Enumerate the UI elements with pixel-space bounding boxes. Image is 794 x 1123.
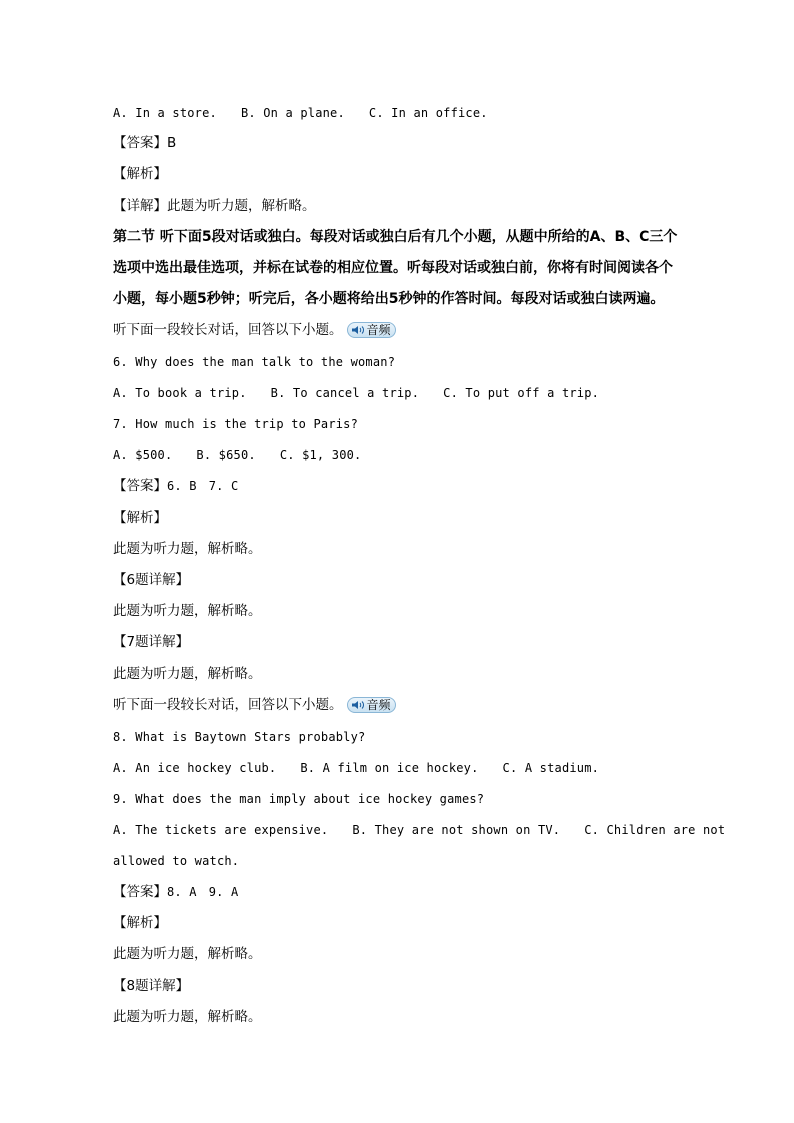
q7-option-c: C. $1, 300. bbox=[279, 448, 362, 462]
q6-option-c: C. To put off a trip. bbox=[443, 386, 600, 400]
q9-option-c: C. Children are not bbox=[584, 823, 726, 837]
q9-text: 9. What does the man imply about ice hockey games? bbox=[113, 792, 485, 806]
detail-8-text: 此题为听力题，解析略。 bbox=[113, 1009, 262, 1025]
q8-option-a: A. An ice hockey club. bbox=[113, 761, 277, 775]
q6-option-a: A. To book a trip. bbox=[113, 386, 247, 400]
q5-option-c: C. In an office. bbox=[368, 106, 488, 120]
detail-6-text: 此题为听力题，解析略。 bbox=[113, 603, 262, 619]
q9-option-a: A. The tickets are expensive. bbox=[113, 823, 329, 837]
section2-line-1: 第二节 听下面5段对话或独白。每段对话或独白后有几个小题，从题中所给的A、B、C三个 bbox=[113, 229, 678, 245]
speaker-icon bbox=[351, 700, 365, 710]
analysis-6-7-text: 此题为听力题，解析略。 bbox=[113, 541, 262, 557]
q7-option-a: A. $500. bbox=[113, 448, 173, 462]
q5-option-a: A. In a store. bbox=[113, 106, 217, 120]
q6-text: 6. Why does the man talk to the woman? bbox=[113, 355, 396, 369]
dialog2-intro: 听下面一段较长对话，回答以下小题。 bbox=[113, 697, 343, 713]
answer-8-9 bbox=[113, 884, 238, 900]
answer-9: 9. A bbox=[208, 885, 239, 899]
q7-option-b: B. $650. bbox=[196, 448, 256, 462]
analysis-8-9-text: 此题为听力题，解析略。 bbox=[113, 946, 262, 962]
detail-8-heading: 【8题详解】 bbox=[113, 978, 190, 994]
q7-text: 7. How much is the trip to Paris? bbox=[113, 417, 359, 431]
q7-options bbox=[113, 447, 361, 463]
q8-option-c: C. A stadium. bbox=[502, 761, 600, 775]
audio-label: 音频 bbox=[366, 323, 391, 337]
q9-options bbox=[113, 822, 725, 838]
q5-options bbox=[113, 105, 488, 121]
dialog1-intro: 听下面一段较长对话，回答以下小题。 bbox=[113, 322, 343, 338]
q5-analysis-heading: 【解析】 bbox=[113, 166, 167, 182]
q8-options bbox=[113, 760, 599, 776]
dialog2-intro-line bbox=[113, 697, 396, 713]
q5-option-b: B. On a plane. bbox=[240, 106, 345, 120]
audio-label: 音频 bbox=[366, 698, 391, 712]
analysis-6-7-heading: 【解析】 bbox=[113, 510, 167, 526]
audio-button-dialog2[interactable] bbox=[347, 697, 396, 713]
analysis-8-9-heading: 【解析】 bbox=[113, 915, 167, 931]
answer-7: 7. C bbox=[208, 479, 239, 493]
detail-7-heading: 【7题详解】 bbox=[113, 634, 190, 650]
dialog1-intro-line bbox=[113, 322, 396, 338]
answer-label: 【答案】 bbox=[113, 884, 167, 900]
section2-line-3: 小题，每小题5秒钟；听完后，各小题将给出5秒钟的作答时间。每段对话或独白读两遍。 bbox=[113, 291, 665, 307]
q9-option-b: B. They are not shown on TV. bbox=[352, 823, 561, 837]
q8-option-b: B. A film on ice hockey. bbox=[300, 761, 479, 775]
q6-option-b: B. To cancel a trip. bbox=[270, 386, 420, 400]
answer-6-7 bbox=[113, 478, 238, 494]
detail-6-heading: 【6题详解】 bbox=[113, 572, 190, 588]
q5-answer: 【答案】B bbox=[113, 135, 177, 151]
answer-6: 6. B bbox=[167, 479, 197, 493]
answer-label: 【答案】 bbox=[113, 478, 167, 494]
q5-detail: 【详解】此题为听力题，解析略。 bbox=[113, 198, 316, 214]
speaker-icon bbox=[351, 325, 365, 335]
q8-text: 8. What is Baytown Stars probably? bbox=[113, 730, 366, 744]
detail-7-text: 此题为听力题，解析略。 bbox=[113, 666, 262, 682]
section2-line-2: 选项中选出最佳选项，并标在试卷的相应位置。听每段对话或独白前，你将有时间阅读各个 bbox=[113, 260, 673, 276]
q9-options-continued: allowed to watch. bbox=[113, 854, 240, 868]
answer-8: 8. A bbox=[167, 885, 197, 899]
audio-button-dialog1[interactable] bbox=[347, 322, 396, 338]
q6-options bbox=[113, 385, 599, 401]
